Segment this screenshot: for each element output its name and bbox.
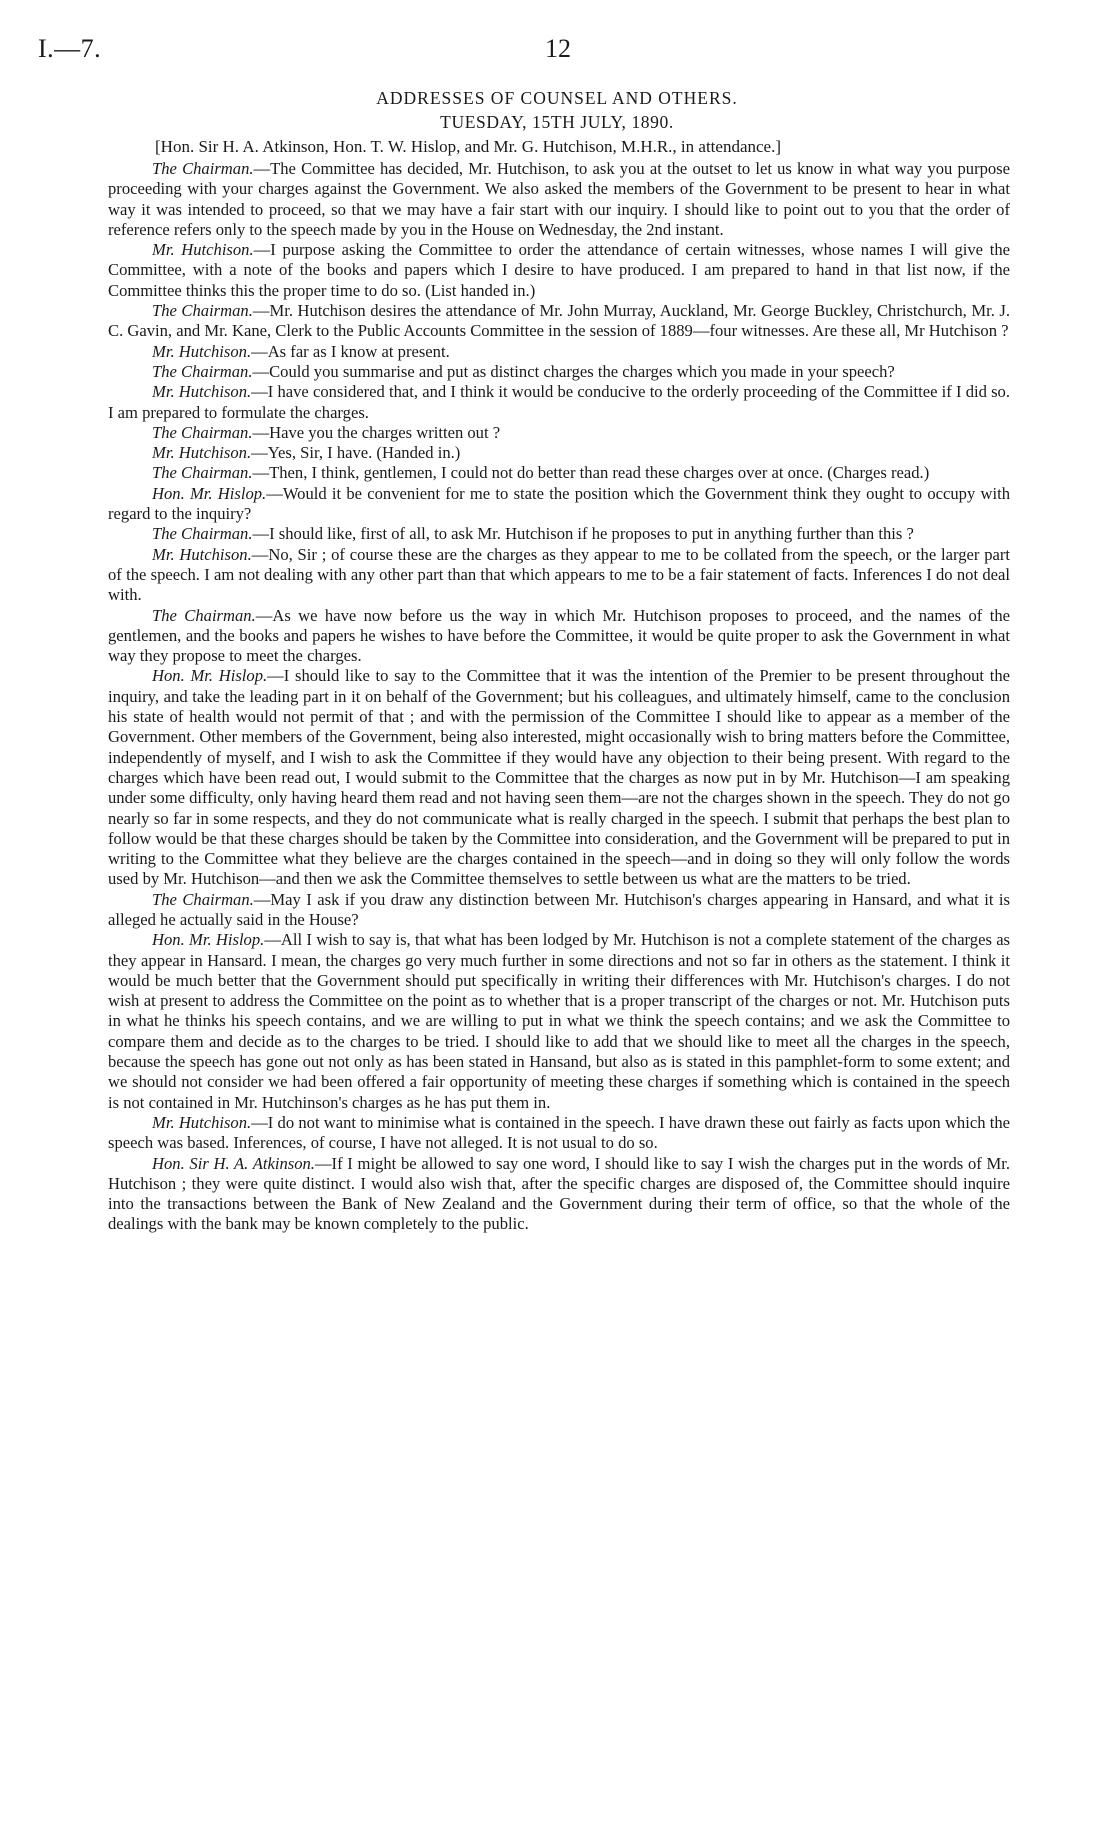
paragraph-text: —Would it be convenient for me to state the position which the Government think they ought to occupy with regard to the inquiry? bbox=[108, 483, 1011, 524]
paragraph-text: —The Committee has decided, Mr. Hutchison, to ask you at the outset to let us know in what way you purpose proceeding with your charges against the Government. We also asked the members of the Government to be present to hear in what way it was intended to proceed, so that we may have a fair start with our inquiry. I should like to point out to you that the order of reference refers only to the speech made by you in the House on Wednesday, the 2nd instant. bbox=[108, 159, 1011, 239]
paragraph bbox=[108, 362, 1010, 382]
speaker-name: Mr. Hutchison. bbox=[152, 443, 252, 463]
session-date: TUESDAY, 15TH JULY, 1890. bbox=[440, 112, 674, 132]
speaker-name: Mr. Hutchison. bbox=[152, 382, 252, 402]
paragraph-text: —Mr. Hutchison desires the attendance of Mr. John Murray, Auckland, Mr. George Buckley, Christchurch, Mr. J. C. Gavin, and Mr. Kane, Clerk to the Public Accounts Committee in the session of 1889—four witnesses. Are these all, Mr Hutchison ? bbox=[108, 301, 1010, 341]
speaker-name: The Chairman. bbox=[152, 422, 253, 442]
page-number: 12 bbox=[545, 34, 571, 63]
paragraph-text: —Yes, Sir, I have. (Handed in.) bbox=[251, 443, 461, 463]
speaker-name: The Chairman. bbox=[152, 159, 254, 178]
paragraph bbox=[108, 423, 1010, 443]
speaker-name: The Chairman. bbox=[152, 889, 254, 909]
paragraph-text: —I purpose asking the Committee to order the attendance of certain witnesses, whose names I will give the Committee, with a note of the books and papers which I desire to have produced. I am prepared to hand in that list now, if the Committee thinks this the proper time to do so. (List handed in.) bbox=[108, 240, 1010, 300]
speaker-name: Mr. Hutchison. bbox=[152, 240, 254, 260]
paragraph-text: —I should like to say to the Committee that it was the intention of the Premier to be present throughout the inquiry, and take the leading part in it on behalf of the Government; but his colleagues, and ultimately himself, came to the conclusion his state of health would not permit of that ; and with the permission of the Committee I should like to appear as a member of the Government. Other members of the Government, being also interested, might occasionally wish to bring matters before the Committee, independently of myself, and I wish to ask the Committee if they would have any objection to their being present. With regard to the charges which have been read out, I would submit to the Committee that the charges as now put in by Mr. Hutchison—I am speaking under some difficulty, only having heard them read and not having seen them—are not the charges shown in the speech. They do not go nearly so far in some respects, and they do not communicate what is really charged in the speech. I submit that perhaps the best plan to follow would be that these charges should be taken by the Committee into consideration, and the Government will be prepared to put in writing to the Committee what they believe are the charges contained in the speech—and in doing so they will only follow the words used by Mr. Hutchison—and then we ask the Committee themselves to settle between us what are the matters to be tried. bbox=[108, 666, 1011, 889]
paragraph bbox=[108, 606, 1010, 667]
document-reference: I.—7. bbox=[38, 34, 102, 63]
paragraph bbox=[108, 484, 1010, 525]
paragraph bbox=[108, 1154, 1010, 1235]
speaker-name: The Chairman. bbox=[152, 463, 253, 483]
speaker-name: Mr. Hutchison. bbox=[152, 544, 252, 564]
paragraph-text: —As we have now before us the way in which Mr. Hutchison proposes to proceed, and the names of the gentlemen, and the books and papers he wishes to have before the Committee, it would be quite proper to ask the Government in what way they propose to meet the charges. bbox=[108, 605, 1010, 666]
paragraph-text: —May I ask if you draw any distinction between Mr. Hutchison's charges appearing in Hansard, and what it is alleged he actually said in the House? bbox=[108, 889, 1010, 929]
paragraph bbox=[108, 240, 1010, 301]
paragraph bbox=[108, 382, 1010, 423]
paragraph bbox=[108, 301, 1010, 342]
speaker-name: Hon. Mr. Hislop. bbox=[152, 666, 268, 686]
section-heading: ADDRESSES OF COUNSEL AND OTHERS. bbox=[376, 88, 738, 108]
speaker-name: Hon. Sir H. A. Atkinson. bbox=[152, 1153, 315, 1173]
paragraph-text: —I have considered that, and I think it would be conducive to the orderly proceeding of the Committee if I did so. I am prepared to formulate the charges. bbox=[108, 382, 1010, 422]
paragraph bbox=[108, 666, 1010, 889]
speaker-name: The Chairman. bbox=[152, 361, 253, 381]
speaker-name: The Chairman. bbox=[152, 301, 253, 321]
speaker-name: Hon. Mr. Hislop. bbox=[152, 930, 265, 950]
paragraph bbox=[108, 463, 1010, 483]
paragraph bbox=[108, 443, 1010, 463]
speaker-name: Hon. Mr. Hislop. bbox=[152, 483, 267, 503]
speaker-name: The Chairman. bbox=[152, 524, 253, 544]
paragraph bbox=[108, 890, 1010, 931]
paragraph bbox=[108, 930, 1010, 1113]
paragraph bbox=[108, 545, 1010, 606]
paragraph bbox=[108, 524, 1010, 544]
paragraph-text: —Could you summarise and put as distinct charges the charges which you made in your speech? bbox=[252, 361, 895, 381]
paragraph bbox=[108, 1113, 1010, 1154]
paragraph-text: —Have you the charges written out ? bbox=[252, 422, 501, 442]
paragraph bbox=[108, 342, 1010, 362]
attendance-note: [Hon. Sir H. A. Atkinson, Hon. T. W. Hislop, and Mr. G. Hutchison, M.H.R., in attendance.] bbox=[155, 137, 781, 156]
paragraph-text: —If I might be allowed to say one word, I should like to say I wish the charges put in the words of Mr. Hutchison ; they were quite distinct. I would also wish that, after the specific charges are disposed of, the Committee should inquire into the transactions between the Bank of New Zealand and the Government during their term of office, so that the whole of the dealings with the bank may be known completely to the public. bbox=[108, 1153, 1010, 1234]
paragraph-text: —No, Sir ; of course these are the charges as they appear to me to be collated from the speech, or the larger part of the speech. I am not dealing with any other part than that which appears to me to be a fair statement of facts. Inferences I do not deal with. bbox=[108, 544, 1010, 605]
paragraph-text: —All I wish to say is, that what has been lodged by Mr. Hutchison is not a complete statement of the charges as they appear in Hansard. I mean, the charges go very much further in some directions and not so far in others as the statement. I think it would be much better that the Government should put specifically in writing their differences with Mr. Hutchison's charges. I do not wish at present to address the Committee on the point as to whether that is a proper transcript of the charges or not. Mr. Hutchison puts in what he thinks his speech contains, and we are willing to put in what we think the speech contains; and we ask the Committee to compare them and decide as to the charges to be tried. I should like to add that we should like to meet all the charges in the speech, because the speech has gone out not only as has been stated in Hansand, but also as is stated in this pamphlet-form to some extent; and we should not consider we had been offered a fair opportunity of meeting these charges if something which is contained in the speech is not contained in Mr. Hutchinson's charges as he has put them in. bbox=[108, 930, 1011, 1112]
paragraph-text: —As far as I know at present. bbox=[251, 341, 450, 361]
speaker-name: Mr. Hutchison. bbox=[152, 341, 252, 361]
paragraph-text: —I should like, first of all, to ask Mr. Hutchison if he proposes to put in anything further than this ? bbox=[252, 524, 914, 544]
paragraph-text: —I do not want to minimise what is contained in the speech. I have drawn these out fairly as facts upon which the speech was based. Inferences, of course, I have not alleged. It is not usual to do so. bbox=[108, 1112, 1010, 1153]
speaker-name: The Chairman. bbox=[152, 605, 256, 625]
paragraph bbox=[108, 159, 1010, 240]
paragraph-text: —Then, I think, gentlemen, I could not do better than read these charges over at once. (Charges read.) bbox=[252, 463, 930, 483]
transcript-body bbox=[108, 159, 1010, 1235]
speaker-name: Mr. Hutchison. bbox=[152, 1112, 252, 1132]
